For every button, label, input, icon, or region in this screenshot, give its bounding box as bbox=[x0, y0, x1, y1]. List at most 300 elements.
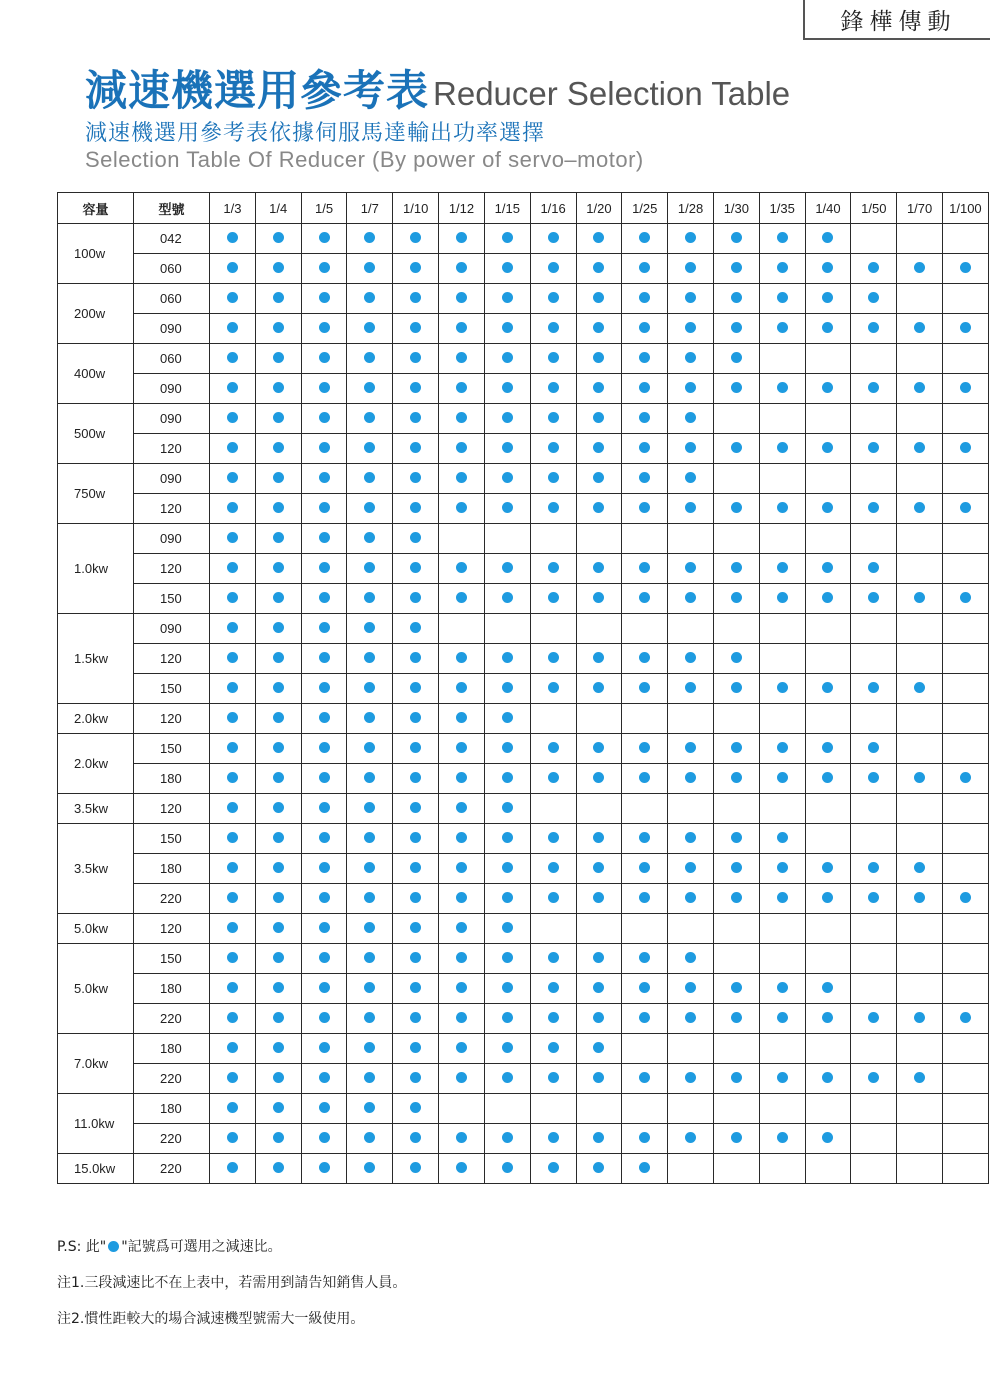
available-dot-icon bbox=[960, 262, 971, 273]
ratio-cell bbox=[622, 914, 668, 944]
ratio-cell bbox=[393, 914, 439, 944]
ratio-cell bbox=[897, 974, 943, 1004]
ratio-cell bbox=[622, 944, 668, 974]
available-dot-icon bbox=[364, 892, 375, 903]
available-dot-icon bbox=[410, 352, 421, 363]
ratio-cell bbox=[210, 704, 256, 734]
power-capacity-cell: 2.0kw bbox=[58, 704, 134, 734]
ratio-cell bbox=[210, 1004, 256, 1034]
ratio-cell bbox=[576, 254, 622, 284]
ratio-cell bbox=[943, 284, 989, 314]
ratio-cell bbox=[439, 794, 485, 824]
ratio-cell bbox=[393, 734, 439, 764]
ratio-cell bbox=[943, 644, 989, 674]
available-dot-icon bbox=[456, 682, 467, 693]
ratio-cell bbox=[530, 764, 576, 794]
ratio-cell bbox=[347, 434, 393, 464]
ratio-cell bbox=[301, 644, 347, 674]
ratio-cell bbox=[805, 404, 851, 434]
ratio-cell bbox=[347, 854, 393, 884]
ratio-cell bbox=[668, 914, 714, 944]
ratio-cell bbox=[759, 644, 805, 674]
model-cell: 060 bbox=[134, 344, 210, 374]
ratio-cell bbox=[897, 854, 943, 884]
model-cell: 150 bbox=[134, 734, 210, 764]
available-dot-icon bbox=[685, 592, 696, 603]
available-dot-icon bbox=[685, 562, 696, 573]
available-dot-icon bbox=[548, 472, 559, 483]
ratio-cell bbox=[897, 314, 943, 344]
available-dot-icon bbox=[273, 622, 284, 633]
ratio-cell bbox=[759, 1094, 805, 1124]
ratio-cell bbox=[897, 794, 943, 824]
ratio-cell bbox=[713, 1064, 759, 1094]
model-cell: 180 bbox=[134, 1094, 210, 1124]
table-row bbox=[58, 824, 989, 854]
available-dot-icon bbox=[273, 1012, 284, 1023]
ratio-cell bbox=[805, 524, 851, 554]
ratio-cell bbox=[851, 404, 897, 434]
ratio-cell bbox=[439, 254, 485, 284]
ratio-cell bbox=[530, 404, 576, 434]
ratio-cell bbox=[668, 344, 714, 374]
ratio-cell bbox=[805, 1004, 851, 1034]
ratio-cell bbox=[713, 1154, 759, 1184]
power-capacity-cell: 750w bbox=[58, 464, 134, 524]
ratio-cell bbox=[851, 854, 897, 884]
ratio-cell bbox=[805, 224, 851, 254]
power-capacity-cell: 100w bbox=[58, 224, 134, 284]
ratio-cell bbox=[713, 674, 759, 704]
ratio-cell bbox=[668, 644, 714, 674]
ratio-cell bbox=[576, 614, 622, 644]
ratio-header: 1/3 bbox=[210, 193, 256, 224]
ratio-cell bbox=[530, 464, 576, 494]
available-dot-icon bbox=[319, 352, 330, 363]
available-dot-icon bbox=[731, 742, 742, 753]
available-dot-icon bbox=[227, 832, 238, 843]
model-cell: 180 bbox=[134, 1034, 210, 1064]
ratio-cell bbox=[851, 434, 897, 464]
available-dot-icon bbox=[639, 562, 650, 573]
ratio-cell bbox=[393, 524, 439, 554]
ratio-cell bbox=[897, 1154, 943, 1184]
available-dot-icon bbox=[502, 952, 513, 963]
ratio-cell bbox=[439, 824, 485, 854]
capacity-header: 容量 bbox=[58, 193, 134, 224]
model-cell: 090 bbox=[134, 614, 210, 644]
available-dot-icon bbox=[273, 1162, 284, 1173]
ratio-cell bbox=[530, 224, 576, 254]
ratio-cell bbox=[484, 284, 530, 314]
ratio-cell bbox=[668, 1094, 714, 1124]
available-dot-icon bbox=[593, 382, 604, 393]
ratio-cell bbox=[622, 314, 668, 344]
ratio-cell bbox=[484, 1004, 530, 1034]
ratio-cell bbox=[393, 824, 439, 854]
available-dot-icon bbox=[456, 1162, 467, 1173]
available-dot-icon bbox=[548, 262, 559, 273]
available-dot-icon bbox=[364, 502, 375, 513]
table-row bbox=[58, 1034, 989, 1064]
ratio-cell bbox=[210, 1124, 256, 1154]
available-dot-icon bbox=[273, 652, 284, 663]
available-dot-icon bbox=[273, 292, 284, 303]
available-dot-icon bbox=[822, 1072, 833, 1083]
ratio-cell bbox=[943, 674, 989, 704]
ratio-cell bbox=[759, 1004, 805, 1034]
table-row bbox=[58, 674, 989, 704]
ratio-cell bbox=[210, 344, 256, 374]
available-dot-icon bbox=[364, 1162, 375, 1173]
ratio-cell bbox=[622, 1124, 668, 1154]
ratio-cell bbox=[530, 1154, 576, 1184]
table-row bbox=[58, 344, 989, 374]
ratio-cell bbox=[943, 794, 989, 824]
ratio-header: 1/5 bbox=[301, 193, 347, 224]
available-dot-icon bbox=[548, 1042, 559, 1053]
ratio-cell bbox=[897, 674, 943, 704]
available-dot-icon bbox=[319, 1102, 330, 1113]
ratio-cell bbox=[210, 584, 256, 614]
available-dot-icon bbox=[456, 472, 467, 483]
model-cell: 220 bbox=[134, 884, 210, 914]
ratio-cell bbox=[530, 524, 576, 554]
ratio-cell bbox=[897, 404, 943, 434]
ratio-cell bbox=[622, 554, 668, 584]
available-dot-icon bbox=[364, 1132, 375, 1143]
available-dot-icon bbox=[685, 952, 696, 963]
ratio-cell bbox=[943, 764, 989, 794]
ratio-cell bbox=[301, 1064, 347, 1094]
ratio-cell bbox=[210, 884, 256, 914]
available-dot-icon bbox=[593, 232, 604, 243]
ratio-cell bbox=[255, 854, 301, 884]
table-row bbox=[58, 944, 989, 974]
ratio-cell bbox=[943, 1094, 989, 1124]
available-dot-icon bbox=[227, 1102, 238, 1113]
ratio-cell bbox=[897, 374, 943, 404]
ratio-cell bbox=[622, 794, 668, 824]
available-dot-icon bbox=[777, 382, 788, 393]
ratio-header: 1/35 bbox=[759, 193, 805, 224]
table-row bbox=[58, 494, 989, 524]
ratio-cell bbox=[805, 974, 851, 1004]
ratio-cell bbox=[347, 704, 393, 734]
available-dot-icon bbox=[639, 262, 650, 273]
available-dot-icon bbox=[364, 652, 375, 663]
available-dot-icon bbox=[227, 382, 238, 393]
ratio-cell bbox=[347, 1154, 393, 1184]
ratio-cell bbox=[713, 854, 759, 884]
ratio-cell bbox=[759, 854, 805, 884]
ratio-cell bbox=[668, 1124, 714, 1154]
ratio-cell bbox=[851, 884, 897, 914]
available-dot-icon bbox=[960, 502, 971, 513]
ratio-cell bbox=[439, 554, 485, 584]
ratio-cell bbox=[713, 1004, 759, 1034]
ratio-cell bbox=[805, 344, 851, 374]
ratio-cell bbox=[301, 704, 347, 734]
available-dot-icon bbox=[364, 712, 375, 723]
ratio-cell bbox=[943, 314, 989, 344]
model-cell: 150 bbox=[134, 584, 210, 614]
ratio-cell bbox=[301, 284, 347, 314]
ratio-cell bbox=[439, 344, 485, 374]
available-dot-icon bbox=[548, 502, 559, 513]
ratio-cell bbox=[439, 224, 485, 254]
ratio-cell bbox=[622, 1094, 668, 1124]
ratio-cell bbox=[439, 1064, 485, 1094]
ratio-cell bbox=[897, 584, 943, 614]
table-row bbox=[58, 644, 989, 674]
ratio-cell bbox=[713, 704, 759, 734]
available-dot-icon bbox=[273, 892, 284, 903]
available-dot-icon bbox=[868, 772, 879, 783]
ratio-cell bbox=[805, 764, 851, 794]
ratio-cell bbox=[897, 464, 943, 494]
available-dot-icon bbox=[364, 262, 375, 273]
ratio-cell bbox=[622, 1004, 668, 1034]
available-dot-icon bbox=[364, 1042, 375, 1053]
available-dot-icon bbox=[364, 862, 375, 873]
available-dot-icon bbox=[273, 562, 284, 573]
ratio-header: 1/12 bbox=[439, 193, 485, 224]
available-dot-icon bbox=[456, 352, 467, 363]
available-dot-icon bbox=[502, 562, 513, 573]
table-row bbox=[58, 764, 989, 794]
ratio-cell bbox=[943, 944, 989, 974]
ratio-cell bbox=[530, 854, 576, 884]
available-dot-icon bbox=[273, 472, 284, 483]
available-dot-icon bbox=[593, 292, 604, 303]
ratio-cell bbox=[484, 374, 530, 404]
ratio-cell bbox=[530, 284, 576, 314]
ratio-cell bbox=[713, 554, 759, 584]
ratio-cell bbox=[301, 1094, 347, 1124]
available-dot-icon bbox=[914, 892, 925, 903]
available-dot-icon bbox=[502, 592, 513, 603]
available-dot-icon bbox=[319, 292, 330, 303]
available-dot-icon bbox=[319, 712, 330, 723]
ratio-cell bbox=[255, 704, 301, 734]
model-cell: 120 bbox=[134, 644, 210, 674]
ratio-cell bbox=[622, 734, 668, 764]
available-dot-icon bbox=[777, 742, 788, 753]
ratio-cell bbox=[805, 614, 851, 644]
available-dot-icon bbox=[364, 472, 375, 483]
available-dot-icon bbox=[410, 322, 421, 333]
model-cell: 220 bbox=[134, 1124, 210, 1154]
subtitle-english: Selection Table Of Reducer (By power of servo–motor) bbox=[85, 147, 644, 172]
ratio-cell bbox=[897, 1064, 943, 1094]
ratio-cell bbox=[622, 374, 668, 404]
available-dot-icon bbox=[914, 772, 925, 783]
ratio-cell bbox=[393, 284, 439, 314]
available-dot-icon bbox=[960, 592, 971, 603]
available-dot-icon bbox=[319, 322, 330, 333]
available-dot-icon bbox=[593, 832, 604, 843]
ratio-cell bbox=[805, 674, 851, 704]
ratio-cell bbox=[805, 584, 851, 614]
available-dot-icon bbox=[227, 712, 238, 723]
ratio-cell bbox=[668, 494, 714, 524]
ratio-cell bbox=[805, 254, 851, 284]
available-dot-icon bbox=[502, 982, 513, 993]
ratio-cell bbox=[851, 584, 897, 614]
ratio-header: 1/7 bbox=[347, 193, 393, 224]
available-dot-icon bbox=[639, 592, 650, 603]
ratio-cell bbox=[713, 494, 759, 524]
ratio-cell bbox=[484, 764, 530, 794]
ratio-cell bbox=[347, 314, 393, 344]
available-dot-icon bbox=[593, 262, 604, 273]
available-dot-icon bbox=[456, 1132, 467, 1143]
ratio-cell bbox=[943, 494, 989, 524]
notes-section bbox=[57, 1236, 406, 1328]
available-dot-icon bbox=[364, 232, 375, 243]
available-dot-icon bbox=[456, 712, 467, 723]
ratio-cell bbox=[393, 314, 439, 344]
ratio-cell bbox=[713, 254, 759, 284]
available-dot-icon bbox=[639, 1132, 650, 1143]
available-dot-icon bbox=[227, 562, 238, 573]
ratio-cell bbox=[439, 584, 485, 614]
available-dot-icon bbox=[777, 1012, 788, 1023]
ratio-cell bbox=[851, 1094, 897, 1124]
available-dot-icon bbox=[502, 652, 513, 663]
ratio-cell bbox=[668, 1004, 714, 1034]
ratio-cell bbox=[576, 1004, 622, 1034]
ratio-cell bbox=[484, 674, 530, 704]
available-dot-icon bbox=[777, 592, 788, 603]
ratio-cell bbox=[897, 704, 943, 734]
available-dot-icon bbox=[227, 442, 238, 453]
available-dot-icon bbox=[685, 652, 696, 663]
available-dot-icon bbox=[914, 862, 925, 873]
ratio-cell bbox=[713, 584, 759, 614]
ratio-cell bbox=[301, 734, 347, 764]
power-capacity-cell: 7.0kw bbox=[58, 1034, 134, 1094]
ratio-cell bbox=[347, 284, 393, 314]
ratio-cell bbox=[210, 674, 256, 704]
available-dot-icon bbox=[822, 562, 833, 573]
available-dot-icon bbox=[731, 502, 742, 513]
ratio-cell bbox=[439, 434, 485, 464]
ratio-cell bbox=[576, 1124, 622, 1154]
ratio-cell bbox=[255, 764, 301, 794]
ratio-cell bbox=[851, 974, 897, 1004]
ratio-cell bbox=[668, 584, 714, 614]
table-row bbox=[58, 1094, 989, 1124]
ratio-cell bbox=[301, 374, 347, 404]
ratio-cell bbox=[851, 614, 897, 644]
ratio-cell bbox=[347, 1064, 393, 1094]
available-dot-icon bbox=[960, 382, 971, 393]
ratio-cell bbox=[851, 674, 897, 704]
ratio-cell bbox=[851, 734, 897, 764]
ps-note-prefix: P.S: 此" bbox=[57, 1239, 107, 1255]
available-dot-icon bbox=[548, 412, 559, 423]
ratio-cell bbox=[347, 524, 393, 554]
available-dot-icon bbox=[822, 382, 833, 393]
available-dot-icon bbox=[868, 382, 879, 393]
ratio-cell bbox=[943, 584, 989, 614]
table-row bbox=[58, 224, 989, 254]
ratio-cell bbox=[576, 1094, 622, 1124]
ratio-cell bbox=[484, 1064, 530, 1094]
available-dot-icon bbox=[227, 322, 238, 333]
available-dot-icon bbox=[593, 1012, 604, 1023]
ratio-cell bbox=[668, 254, 714, 284]
available-dot-icon bbox=[227, 352, 238, 363]
available-dot-icon bbox=[639, 502, 650, 513]
ratio-cell bbox=[943, 464, 989, 494]
ratio-cell bbox=[439, 944, 485, 974]
available-dot-icon bbox=[364, 382, 375, 393]
available-dot-icon bbox=[960, 442, 971, 453]
available-dot-icon bbox=[273, 592, 284, 603]
ratio-cell bbox=[210, 1094, 256, 1124]
ratio-cell bbox=[301, 434, 347, 464]
available-dot-icon bbox=[410, 442, 421, 453]
ratio-cell bbox=[851, 314, 897, 344]
ratio-cell bbox=[713, 734, 759, 764]
available-dot-icon bbox=[685, 442, 696, 453]
available-dot-icon bbox=[273, 952, 284, 963]
ratio-cell bbox=[530, 1064, 576, 1094]
available-dot-icon bbox=[548, 292, 559, 303]
available-dot-icon bbox=[227, 1072, 238, 1083]
ratio-cell bbox=[805, 1064, 851, 1094]
available-dot-icon bbox=[914, 382, 925, 393]
available-dot-icon bbox=[273, 922, 284, 933]
ratio-cell bbox=[439, 644, 485, 674]
ratio-cell bbox=[759, 554, 805, 584]
ratio-cell bbox=[255, 614, 301, 644]
ratio-cell bbox=[897, 944, 943, 974]
available-dot-icon bbox=[319, 472, 330, 483]
ratio-cell bbox=[530, 374, 576, 404]
available-dot-icon bbox=[319, 982, 330, 993]
available-dot-icon bbox=[456, 322, 467, 333]
ratio-cell bbox=[347, 764, 393, 794]
available-dot-icon bbox=[502, 232, 513, 243]
ratio-cell bbox=[943, 704, 989, 734]
available-dot-icon bbox=[914, 682, 925, 693]
ratio-cell bbox=[759, 974, 805, 1004]
ratio-cell bbox=[255, 1154, 301, 1184]
ratio-cell bbox=[576, 494, 622, 524]
ratio-cell bbox=[713, 764, 759, 794]
available-dot-icon bbox=[777, 982, 788, 993]
ratio-cell bbox=[759, 914, 805, 944]
ratio-cell bbox=[576, 1154, 622, 1184]
available-dot-icon bbox=[273, 802, 284, 813]
ratio-cell bbox=[759, 284, 805, 314]
available-dot-icon bbox=[548, 382, 559, 393]
available-dot-icon bbox=[731, 382, 742, 393]
available-dot-icon bbox=[410, 682, 421, 693]
ratio-cell bbox=[347, 254, 393, 284]
ratio-cell bbox=[851, 524, 897, 554]
available-dot-icon bbox=[502, 1012, 513, 1023]
ratio-cell bbox=[805, 1154, 851, 1184]
ratio-cell bbox=[622, 404, 668, 434]
ratio-cell bbox=[622, 884, 668, 914]
ratio-cell bbox=[576, 644, 622, 674]
ratio-header: 1/70 bbox=[897, 193, 943, 224]
